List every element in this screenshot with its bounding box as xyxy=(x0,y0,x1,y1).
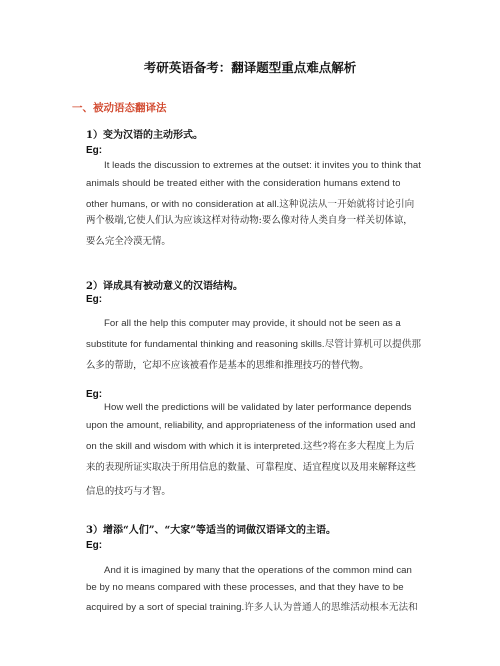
item-3-eg-label: Eg: xyxy=(86,540,103,551)
item-1-line-4: 两个极端,它使人们认为应该这样对待动物:要么像对待人类自身一样关切体谅， xyxy=(86,215,413,226)
section-heading: 一、被动语态翻译法 xyxy=(72,102,167,114)
item-2-line-1: For all the help this computer may provide, it should not be seen as a xyxy=(104,318,401,329)
item-2-eg-label-1: Eg: xyxy=(86,294,103,305)
item-2b-line-1: How well the predictions will be validated by later performance depends xyxy=(104,402,412,413)
item-2-eg-label-2: Eg: xyxy=(86,389,103,400)
item-1-heading: 1）变为汉语的主动形式。 xyxy=(86,130,203,141)
item-1-eg-label: Eg: xyxy=(86,145,103,156)
item-3-line-3: acquired by a sort of special training.许多人认为普通人的思维活动根本无法和 xyxy=(86,602,418,613)
item-1-line-5: 要么完全冷漠无情。 xyxy=(86,236,171,247)
item-2-line-2: substitute for fundamental thinking and reasoning skills.尽管计算机可以提供那 xyxy=(86,339,422,350)
item-1-line-3: other humans, or with no consideration at all.这种说法从一开始就将讨论引向 xyxy=(86,199,415,210)
item-3-line-1: And it is imagined by many that the operations of the common mind can xyxy=(104,565,412,576)
item-3-line-2: be by no means compared with these processes, and that they have to be xyxy=(86,582,404,593)
item-1-line-1: It leads the discussion to extremes at the outset: it invites you to think that xyxy=(104,160,421,171)
item-2b-line-4: 来的表现所证实取决于所用信息的数量、可靠程度、适宜程度以及用来解释这些 xyxy=(86,462,416,473)
item-3-heading: 3）增添“人们”、“大家”等适当的词做汉语译文的主语。 xyxy=(86,525,336,536)
item-2b-line-5: 信息的技巧与才智。 xyxy=(86,486,171,497)
item-2b-line-3: on the skill and wisdom with which it is interpreted.这些?将在多大程度上为后 xyxy=(86,441,415,452)
item-2b-line-2: upon the amount, reliability, and appropriateness of the information used and xyxy=(86,420,416,431)
item-2-heading: 2）译成具有被动意义的汉语结构。 xyxy=(86,281,243,292)
item-1-line-2: animals should be treated either with the consideration humans extend to xyxy=(86,178,401,189)
document-title: 考研英语备考：翻译题型重点难点解析 xyxy=(143,60,357,75)
item-2-line-3: 么多的帮助，它却不应该被看作是基本的思维和推理技巧的替代物。 xyxy=(86,360,369,371)
